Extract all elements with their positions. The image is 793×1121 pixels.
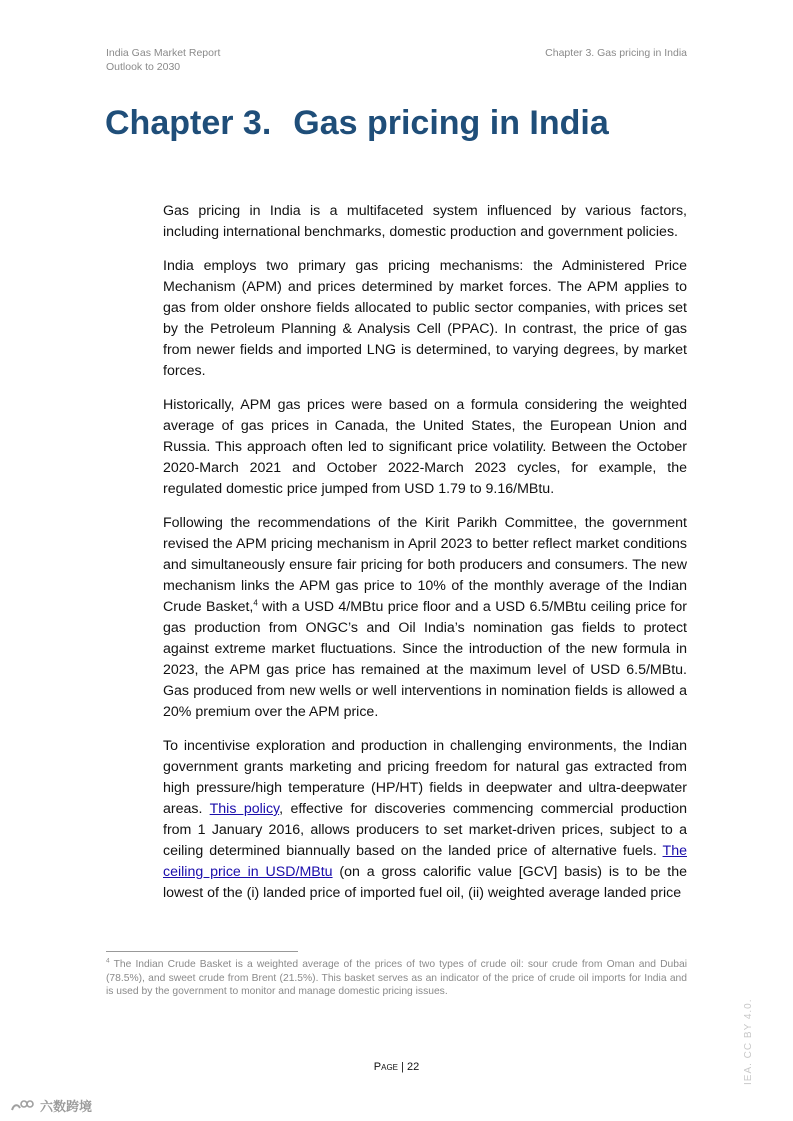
footnote xyxy=(106,958,687,999)
policy-link[interactable]: This policy xyxy=(209,801,280,817)
paragraph-hpht-text-b: , effective for discoveries commencing commercial production from 1 January 2016, allows producers to set market-driven prices, subject to a ceiling determined biannually based on the landed price of alternative fuels. xyxy=(163,801,687,859)
page-number xyxy=(0,1061,793,1073)
paragraph-hpht-text-a: To incentivise exploration and production in challenging environments, the Indian government grants marketing and pricing freedom for natural gas extracted from high pressure/high temperature (HP/HT) fields in deepwater and ultra-deepwater areas. xyxy=(163,738,687,817)
page-number-value: 22 xyxy=(406,1061,420,1073)
body-text xyxy=(163,201,687,917)
report-subtitle: Outlook to 2030 xyxy=(106,60,181,73)
license-notice: IEA. CC BY 4.0. xyxy=(743,998,754,1085)
chapter-number: Chapter 3. xyxy=(105,104,272,142)
footnote-marker: 4 xyxy=(106,957,110,965)
watermark-text: 六数跨境 xyxy=(40,1099,93,1114)
watermark xyxy=(10,1096,92,1115)
paragraph-reform-text-a: Following the recommendations of the Kirit Parikh Committee, the government revised the APM pricing mechanism in April 2023 to better reflect market conditions and simultaneously ensure fair pricing for both producers and consumers. The new mechanism links the APM gas price to 10% of the monthly average of the Indian Crude Basket, xyxy=(163,515,687,615)
footnote-reference[interactable]: 4 xyxy=(253,598,258,608)
footnote-divider xyxy=(106,951,298,952)
paragraph-history: Historically, APM gas prices were based on a formula considering the weighted average of gas prices in Canada, the United States, the European Union and Russia. This approach often led to significant price volatility. Between the October 2020-March 2021 and October 2022-March 2023 cycles, for example, the regulated domestic price jumped from USD 1.79 to 9.16/MBtu. xyxy=(163,397,687,497)
chapter-heading xyxy=(105,104,609,143)
running-header-right: Chapter 3. Gas pricing in India xyxy=(545,47,687,59)
paragraph-hpht xyxy=(163,736,687,904)
page-label: Page xyxy=(373,1061,398,1073)
paragraph-intro: Gas pricing in India is a multifaceted system influenced by various factors, including international benchmarks, domestic production and government policies. xyxy=(163,203,687,240)
running-header-left xyxy=(106,47,220,74)
paragraph-reform xyxy=(163,513,687,723)
paragraph-hpht-text-c: (on a gross calorific value [GCV] basis) is to be the lowest of the (i) landed price of imported fuel oil, (ii) weighted average landed price xyxy=(163,864,687,901)
paragraph-mechanisms: India employs two primary gas pricing mechanisms: the Administered Price Mechanism (APM) and prices determined by market forces. The APM applies to gas from older onshore fields allocated to public sector companies, with prices set by the Petroleum Planning & Analysis Cell (PPAC). In contrast, the price of gas from newer fields and imported LNG is determined, to varying degrees, by market forces. xyxy=(163,258,687,379)
footnote-text: The Indian Crude Basket is a weighted average of the prices of two types of crude oil: sour crude from Oman and Dubai (78.5%), and sweet crude from Brent (21.5%). This basket serves as an indicator of the price of crude oil imports for India and is used by the government to monitor and manage domestic pricing issues. xyxy=(106,959,687,997)
watermark-logo-icon xyxy=(10,1098,34,1114)
report-title: India Gas Market Report xyxy=(106,47,221,59)
chapter-title: Gas pricing in India xyxy=(293,104,609,142)
paragraph-reform-text-b: with a USD 4/MBtu price floor and a USD 6.5/MBtu ceiling price for gas production from ONGC’s and Oil India’s nomination gas fields to protect against extreme market fluctuations. Since the introduction of the new formula in 2023, the APM gas price has remained at the maximum level of USD 6.5/MBtu. Gas produced from new wells or well interventions in nomination fields is allowed a 20% premium over the APM price. xyxy=(163,599,687,720)
page-separator: | xyxy=(398,1061,407,1073)
ceiling-price-link[interactable]: The ceiling price in USD/MBtu xyxy=(163,843,687,880)
